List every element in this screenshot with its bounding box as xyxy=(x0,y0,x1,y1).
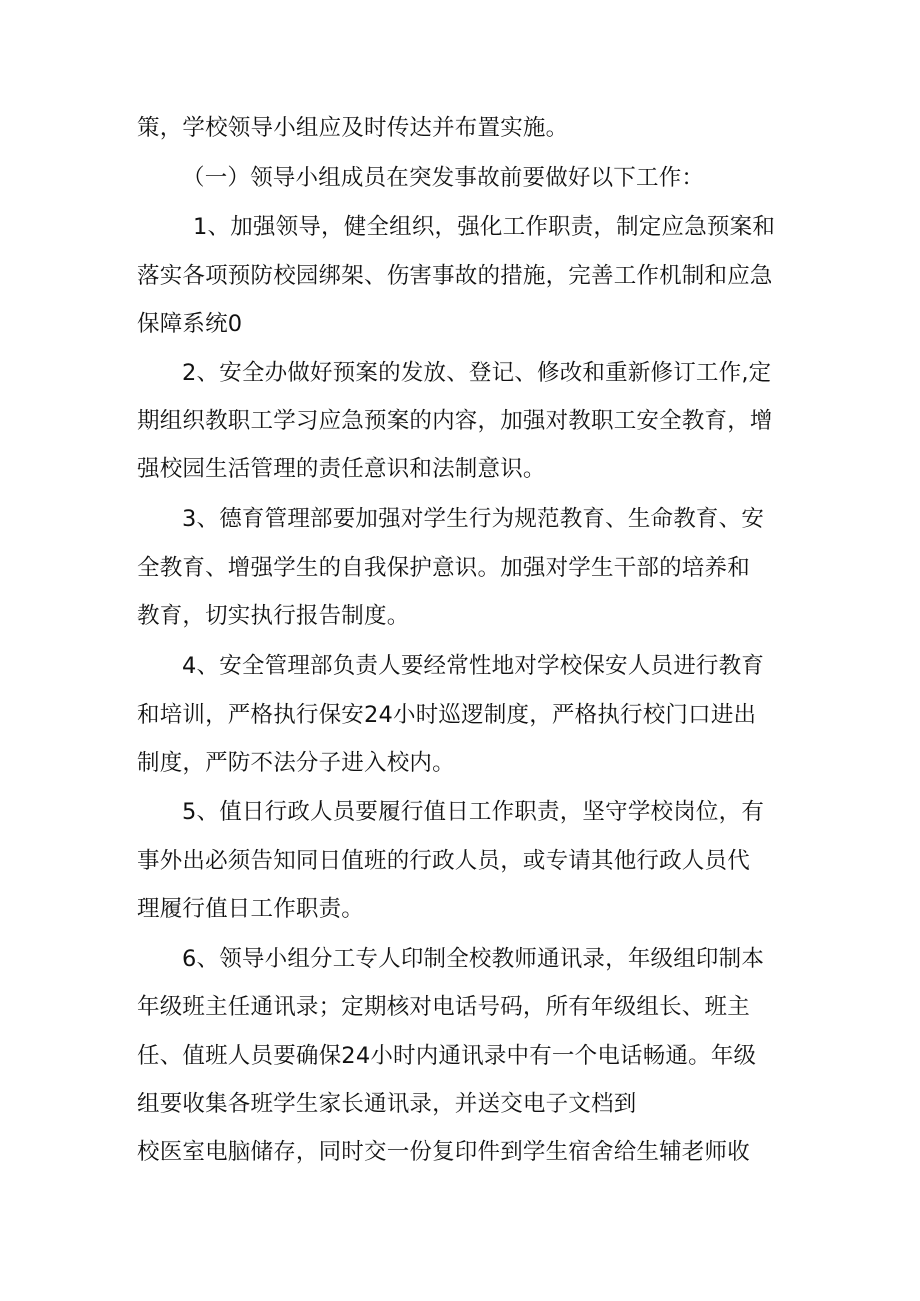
text-line: 教育，切实执行报告制度。 xyxy=(137,603,410,629)
text-line: 任、值班人员要确保24小时内通讯录中有一个电话畅通。年级 xyxy=(137,1043,757,1069)
text-line: 和培训，严格执行保安24小时巡逻制度，严格执行校门口进出 xyxy=(137,702,757,728)
text-line: 全教育、增强学生的自我保护意识。加强对学生干部的培养和 xyxy=(137,555,750,581)
text-line: 4、安全管理部负责人要经常性地对学校保安人员进行教育 xyxy=(182,653,765,679)
text-line: 6、领导小组分工专人印制全校教师通讯录，年级组印制本 xyxy=(182,946,765,972)
text-line: 事外出必须告知同日值班的行政人员，或专请其他行政人员代 xyxy=(137,848,750,874)
text-line: 落实各项预防校园绑架、伤害事故的措施，完善工作机制和应急 xyxy=(137,263,773,289)
text-line: 组要收集各班学生家长通讯录，并送交电子文档到 xyxy=(137,1091,637,1117)
section-heading: （一）领导小组成员在突发事故前要做好以下工作： xyxy=(182,165,705,191)
text-line: 保障系统0 xyxy=(137,311,243,337)
text-line: 校医室电脑储存，同时交一份复印件到学生宿舍给生辅老师收 xyxy=(137,1139,750,1165)
text-line: 1、加强领导，健全组织，强化工作职责，制定应急预案和 xyxy=(193,214,776,240)
text-line: 年级班主任通讯录；定期核对电话号码，所有年级组长、班主 xyxy=(137,994,750,1020)
text-line: 期组织教职工学习应急预案的内容，加强对教职工安全教育，增 xyxy=(137,408,773,434)
text-line: 策，学校领导小组应及时传达并布置实施。 xyxy=(137,115,569,141)
text-line: 5、值日行政人员要履行值日工作职责，坚守学校岗位，有 xyxy=(182,799,765,825)
text-line: 2、安全办做好预案的发放、登记、修改和重新修订工作,定 xyxy=(182,360,772,386)
text-line: 制度，严防不法分子进入校内。 xyxy=(137,750,455,776)
text-line: 理履行值日工作职责。 xyxy=(137,896,365,922)
text-line: 强校园生活管理的责任意识和法制意识。 xyxy=(137,456,546,482)
text-line: 3、德育管理部要加强对学生行为规范教育、生命教育、安 xyxy=(182,506,765,532)
